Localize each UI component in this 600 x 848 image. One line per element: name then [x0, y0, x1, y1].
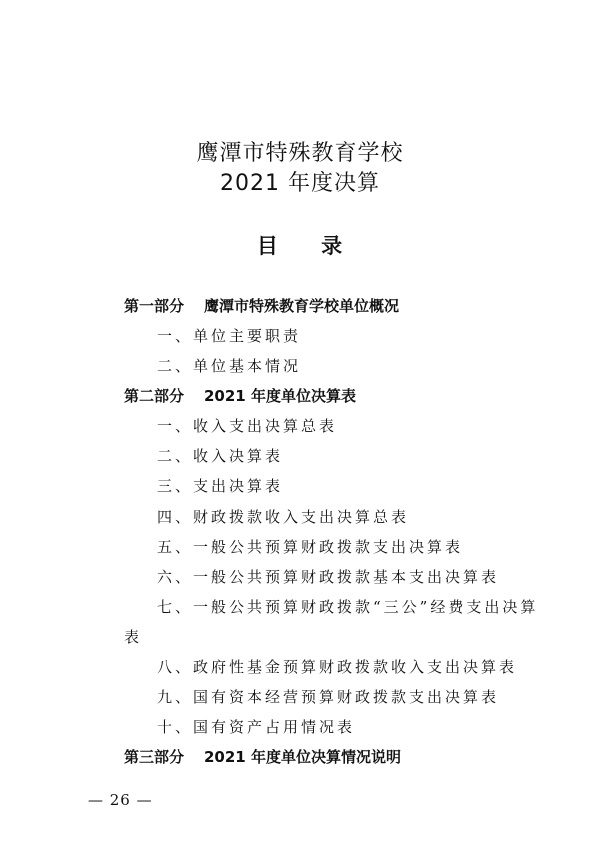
part-title: 鹰潭市特殊教育学校单位概况	[204, 297, 400, 315]
toc-heading: 目 录	[256, 234, 344, 258]
part-title: 2021 年度单位决算情况说明	[204, 748, 401, 766]
toc-part-3[interactable]	[124, 747, 401, 767]
part-label: 第二部分	[124, 387, 185, 405]
toc-item[interactable]: 一、收入支出决算总表	[157, 417, 338, 435]
toc-item[interactable]: 十、国有资产占用情况表	[157, 718, 356, 736]
part-label: 第一部分	[124, 297, 185, 315]
part-label: 第三部分	[124, 748, 185, 766]
title-line-1: 鹰潭市特殊教育学校	[196, 141, 404, 166]
toc-item[interactable]: 二、收入决算表	[157, 447, 284, 465]
toc-item-continuation: 表	[124, 628, 140, 646]
toc-item[interactable]: 一、单位主要职责	[157, 327, 302, 345]
toc-item[interactable]: 二、单位基本情况	[157, 357, 302, 375]
toc-item[interactable]: 五、一般公共预算财政拨款支出决算表	[157, 538, 464, 556]
toc-item[interactable]: 八、政府性基金预算财政拨款收入支出决算表	[157, 658, 518, 676]
toc-item[interactable]: 三、支出决算表	[157, 477, 284, 495]
toc-part-2[interactable]	[124, 386, 356, 406]
part-title: 2021 年度单位决算表	[204, 387, 356, 405]
title-line-2: 2021 年度决算	[220, 171, 380, 196]
toc-item[interactable]: 四、财政拨款收入支出决算总表	[157, 508, 410, 526]
toc-item[interactable]: 七、一般公共预算财政拨款“三公”经费支出决算	[157, 598, 539, 616]
page-number: — 26 —	[88, 791, 153, 809]
toc-item[interactable]: 九、国有资本经营预算财政拨款支出决算表	[157, 688, 500, 706]
toc-item[interactable]: 六、一般公共预算财政拨款基本支出决算表	[157, 568, 500, 586]
toc-part-1[interactable]	[124, 296, 399, 316]
